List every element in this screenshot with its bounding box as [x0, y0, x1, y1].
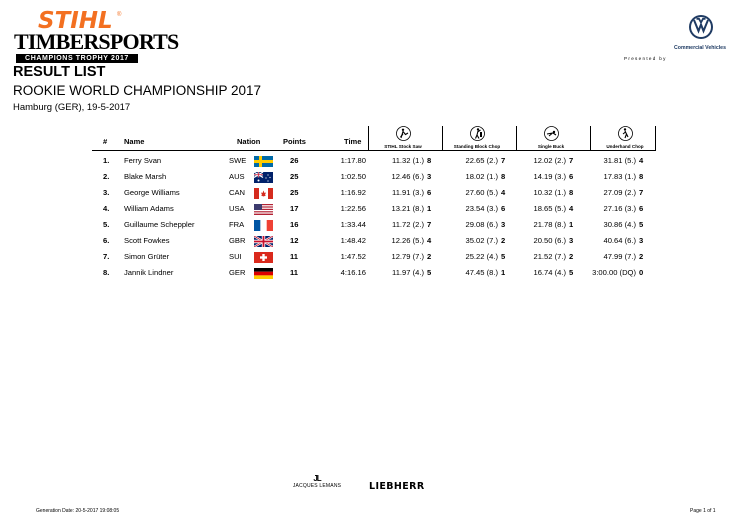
rank-cell: 6.	[103, 236, 110, 245]
table-row	[0, 249, 746, 264]
stock-saw-result: 12.46 (6.)	[391, 172, 424, 181]
underhand-points: 2	[639, 252, 644, 261]
rank-cell: 8.	[103, 268, 110, 277]
page-subtitle: ROOKIE WORLD CHAMPIONSHIP 2017	[13, 83, 262, 98]
single-buck-icon	[544, 126, 559, 141]
rank-cell: 1.	[103, 156, 110, 165]
time-cell: 1:16.92	[340, 188, 366, 197]
logo-name: TIMBERSPORTS	[14, 29, 179, 54]
single-buck-result: 21.52 (7.)	[533, 252, 566, 261]
single-buck-points: 7	[569, 156, 574, 165]
rank-cell: 7.	[103, 252, 110, 261]
standing-block-points: 6	[501, 204, 506, 213]
standing-block-result: 29.08 (6.)	[465, 220, 498, 229]
single-buck-result: 21.78 (8.)	[533, 220, 566, 229]
points-cell: 25	[290, 188, 299, 197]
underhand-chop-icon	[618, 126, 633, 141]
flag-aus-icon	[254, 172, 273, 183]
standing-block-result: 18.02 (1.)	[465, 172, 498, 181]
jacques-lemans-mark-icon: JL	[313, 474, 321, 483]
standing-block-result: 22.65 (2.)	[465, 156, 498, 165]
logo-tagline: CHAMPIONS TROPHY 2017	[16, 54, 138, 63]
points-cell: 25	[290, 172, 299, 181]
event-header-standing-block-chop	[444, 126, 510, 150]
single-buck-points: 3	[569, 236, 574, 245]
standing-block-points: 3	[501, 220, 506, 229]
name-cell: Jannik Lindner	[124, 268, 174, 277]
event-header-underhand-chop	[592, 126, 658, 150]
single-buck-result: 12.02 (2.)	[533, 156, 566, 165]
time-cell: 1:22.56	[340, 204, 366, 213]
stock-saw-points: 5	[427, 268, 432, 277]
single-buck-points: 1	[569, 220, 574, 229]
underhand-points: 7	[639, 188, 644, 197]
rank-cell: 5.	[103, 220, 110, 229]
single-buck-points: 6	[569, 172, 574, 181]
col-header-points: Points	[283, 137, 306, 146]
flag-swe-icon	[254, 156, 273, 167]
underhand-points: 6	[639, 204, 644, 213]
underhand-result: 31.81 (5.)	[603, 156, 636, 165]
col-header-name: Name	[124, 137, 145, 146]
standing-block-result: 27.60 (5.)	[465, 188, 498, 197]
nation-cell: FRA	[229, 220, 245, 229]
generation-date: Generation Date: 20-5-2017 19:08:05	[36, 508, 120, 514]
name-cell: Simon Grüter	[124, 252, 170, 261]
sponsor-1-name: JACQUES LEMANS	[292, 483, 342, 489]
standing-block-points: 7	[501, 156, 506, 165]
name-cell: Guillaume Scheppler	[124, 220, 195, 229]
underhand-points: 3	[639, 236, 644, 245]
rank-cell: 3.	[103, 188, 110, 197]
table-row	[0, 185, 746, 200]
nation-cell: GER	[229, 268, 246, 277]
underhand-result: 30.86 (4.)	[603, 220, 636, 229]
points-cell: 11	[290, 252, 299, 261]
single-buck-result: 14.19 (3.)	[533, 172, 566, 181]
name-cell: William Adams	[124, 204, 174, 213]
standing-block-result: 25.22 (4.)	[465, 252, 498, 261]
points-cell: 26	[290, 156, 299, 165]
stock-saw-points: 3	[427, 172, 432, 181]
event-divider	[655, 126, 656, 150]
underhand-result: 47.99 (7.)	[603, 252, 636, 261]
header-rule	[92, 150, 656, 151]
table-row	[0, 265, 746, 280]
standing-block-points: 5	[501, 252, 506, 261]
standing-block-result: 23.54 (3.)	[465, 204, 498, 213]
event-label-stock-saw: STIHL Stock Saw	[384, 144, 422, 149]
table-row	[0, 217, 746, 232]
time-cell: 1:02.50	[340, 172, 366, 181]
standing-block-points: 1	[501, 268, 506, 277]
time-cell: 1:17.80	[340, 156, 366, 165]
standing-block-result: 47.45 (8.)	[465, 268, 498, 277]
nation-cell: CAN	[229, 188, 246, 197]
stock-saw-icon	[396, 126, 411, 141]
logo-brand: STIHL	[38, 8, 113, 34]
single-buck-points: 2	[569, 252, 574, 261]
underhand-points: 8	[639, 172, 644, 181]
flag-can-icon	[254, 188, 273, 199]
name-cell: Ferry Svan	[124, 156, 162, 165]
standing-block-points: 2	[501, 236, 506, 245]
flag-usa-icon	[254, 204, 273, 215]
stock-saw-result: 11.97 (4.)	[392, 268, 424, 277]
stock-saw-points: 4	[427, 236, 432, 245]
single-buck-result: 16.74 (4.)	[533, 268, 566, 277]
points-cell: 12	[290, 236, 299, 245]
nation-cell: SWE	[229, 156, 247, 165]
stock-saw-result: 12.26 (5.)	[391, 236, 424, 245]
page-title: RESULT LIST	[13, 64, 106, 80]
single-buck-points: 8	[569, 188, 574, 197]
time-cell: 1:47.52	[340, 252, 366, 261]
time-cell: 1:33.44	[340, 220, 366, 229]
name-cell: Blake Marsh	[124, 172, 167, 181]
col-header-nation: Nation	[237, 137, 261, 146]
underhand-result: 3:00.00 (DQ)	[592, 268, 636, 277]
stock-saw-points: 7	[427, 220, 432, 229]
event-header-single-buck	[518, 126, 584, 150]
stock-saw-points: 1	[427, 204, 432, 213]
underhand-points: 4	[639, 156, 644, 165]
underhand-result: 40.64 (6.)	[603, 236, 636, 245]
rank-cell: 4.	[103, 204, 110, 213]
single-buck-result: 18.65 (5.)	[533, 204, 566, 213]
underhand-result: 27.09 (2.)	[603, 188, 636, 197]
sponsor-caption: Commercial Vehicles	[674, 45, 726, 51]
page-number: Page 1 of 1	[690, 508, 716, 514]
points-cell: 17	[290, 204, 299, 213]
nation-cell: GBR	[229, 236, 246, 245]
event-label-underhand-chop: Underhand Chop	[606, 144, 644, 149]
single-buck-points: 4	[569, 204, 574, 213]
stock-saw-points: 2	[427, 252, 432, 261]
nation-cell: SUI	[229, 252, 242, 261]
rank-cell: 2.	[103, 172, 110, 181]
name-cell: George Williams	[124, 188, 180, 197]
presented-by-label: Presented by	[624, 56, 667, 61]
jacques-lemans-logo	[287, 475, 347, 489]
stock-saw-result: 13.21 (8.)	[391, 204, 424, 213]
stock-saw-result: 11.32 (1.)	[392, 156, 424, 165]
time-cell: 4:16.16	[340, 268, 366, 277]
registered-mark: ®	[117, 12, 122, 18]
single-buck-result: 10.32 (1.)	[533, 188, 566, 197]
nation-cell: USA	[229, 204, 245, 213]
underhand-result: 27.16 (3.)	[603, 204, 636, 213]
standing-block-chop-icon	[470, 126, 485, 141]
points-cell: 16	[290, 220, 299, 229]
liebherr-logo: LIEBHERR	[369, 481, 425, 492]
table-row	[0, 201, 746, 216]
underhand-points: 0	[639, 268, 644, 277]
col-header-rank: #	[103, 137, 108, 146]
standing-block-result: 35.02 (7.)	[465, 236, 498, 245]
flag-fra-icon	[254, 220, 273, 231]
nation-cell: AUS	[229, 172, 245, 181]
event-divider	[368, 126, 369, 150]
event-location: Hamburg (GER), 19-5-2017	[13, 102, 131, 113]
col-header-time: Time	[344, 137, 362, 146]
event-divider	[442, 126, 443, 150]
event-header-stock-saw	[370, 126, 436, 150]
single-buck-points: 5	[569, 268, 574, 277]
standing-block-points: 4	[501, 188, 506, 197]
table-row	[0, 153, 746, 168]
flag-ger-icon	[254, 268, 273, 279]
name-cell: Scott Fowkes	[124, 236, 170, 245]
underhand-points: 5	[639, 220, 644, 229]
points-cell: 11	[290, 268, 299, 277]
stock-saw-points: 8	[427, 156, 432, 165]
time-cell: 1:48.42	[340, 236, 366, 245]
underhand-result: 17.83 (1.)	[603, 172, 636, 181]
stock-saw-result: 11.91 (3.)	[392, 188, 424, 197]
flag-gbr-icon	[254, 236, 273, 247]
table-row	[0, 169, 746, 184]
stock-saw-points: 6	[427, 188, 432, 197]
stock-saw-result: 11.72 (2.)	[392, 220, 424, 229]
single-buck-result: 20.50 (6.)	[533, 236, 566, 245]
stock-saw-result: 12.79 (7.)	[391, 252, 424, 261]
event-divider	[590, 126, 591, 150]
standing-block-points: 8	[501, 172, 506, 181]
event-label-single-buck: Single Buck	[537, 144, 565, 149]
flag-sui-icon	[254, 252, 273, 263]
event-divider	[516, 126, 517, 150]
event-label-standing-block-chop: Standing Block Chop	[453, 144, 501, 149]
table-row	[0, 233, 746, 248]
